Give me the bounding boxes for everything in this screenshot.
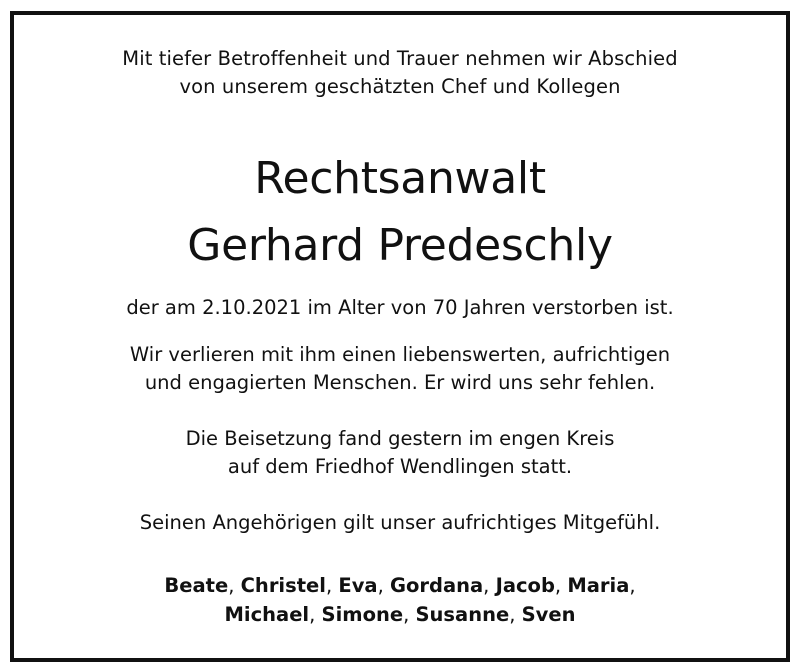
death-note [14, 294, 786, 322]
intro-line-2: von unserem geschätzten Chef und Kollegen [179, 75, 621, 98]
separator: , [403, 603, 416, 626]
signer-name: Susanne [415, 603, 510, 626]
tribute-line-1: Wir verlieren mit ihm einen liebenswerten, aufrichtigen [129, 343, 671, 366]
signer-name: Beate [164, 574, 229, 597]
separator: , [509, 603, 522, 626]
signer-name: Gordana [389, 574, 484, 597]
signer-name: Jacob [495, 574, 555, 597]
separator: , [228, 574, 241, 597]
burial-text [14, 425, 786, 481]
condolence-text [14, 509, 786, 537]
notice-frame [10, 11, 790, 662]
signer-name: Christel [240, 574, 326, 597]
signers [14, 571, 786, 629]
intro-line-1: Mit tiefer Betroffenheit und Trauer nehmen wir Abschied [122, 47, 678, 70]
intro-text [14, 45, 786, 101]
separator: , [629, 574, 636, 597]
separator: , [325, 574, 339, 597]
signer-name: Simone [321, 603, 404, 626]
separator: , [483, 574, 496, 597]
condolence-line: Seinen Angehörigen gilt unser aufrichtiges Mitgefühl. [139, 511, 661, 534]
tribute-text [14, 341, 786, 397]
signers-row-1 [14, 571, 786, 600]
signer-name: Eva [338, 574, 378, 597]
separator: , [554, 574, 568, 597]
signer-name: Maria [567, 574, 630, 597]
burial-line-2: auf dem Friedhof Wendlingen statt. [227, 455, 573, 478]
signer-name: Michael [224, 603, 310, 626]
deceased-name: Gerhard Predeschly [187, 220, 613, 271]
deceased-title: Rechtsanwalt [254, 153, 546, 204]
deceased-block [14, 145, 786, 279]
tribute-line-2: und engagierten Menschen. Er wird uns sehr fehlen. [144, 371, 656, 394]
death-note-line: der am 2.10.2021 im Alter von 70 Jahren verstorben ist. [126, 296, 674, 319]
separator: , [309, 603, 322, 626]
separator: , [377, 574, 390, 597]
signers-row-2 [14, 600, 786, 629]
signer-name: Sven [521, 603, 576, 626]
burial-line-1: Die Beisetzung fand gestern im engen Kreis [185, 427, 615, 450]
